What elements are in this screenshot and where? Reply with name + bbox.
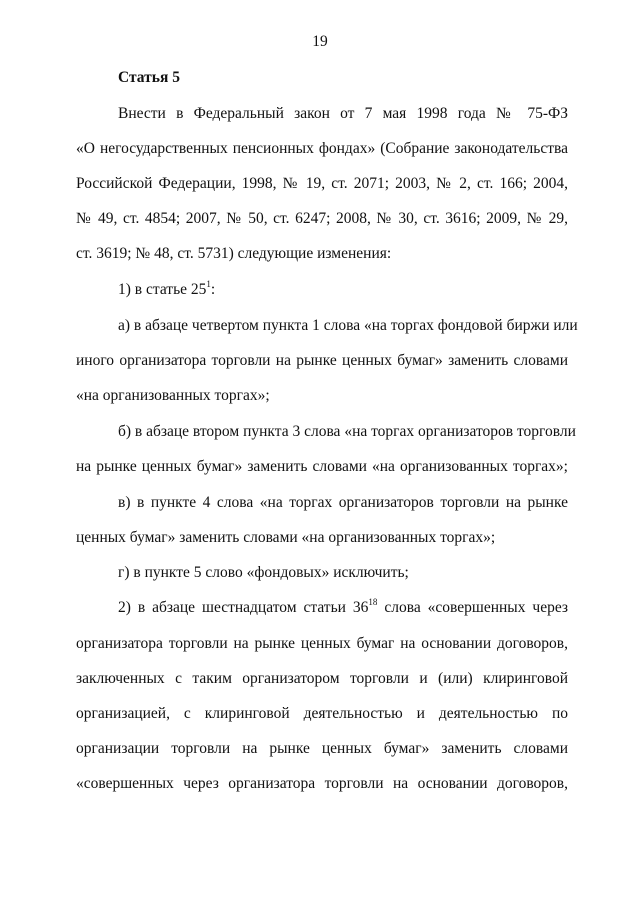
text-line: б) в абзаце втором пункта 3 слова «на торгах организаторов торговли — [118, 423, 576, 440]
text-line: организации торговли на рынке ценных бумаг» заменить словами — [76, 740, 568, 757]
item-1-prefix: 1) в статье 25 — [118, 281, 207, 298]
list-item-2 — [118, 598, 568, 618]
page-number: 19 — [312, 33, 328, 50]
text-line: а) в абзаце четвертом пункта 1 слова «на торгах фондовой биржи или — [118, 317, 578, 334]
text-line: «совершенных через организатора торговли на основании договоров, — [76, 775, 568, 792]
text-line: Внести в Федеральный закон от 7 мая 1998 года № 75-ФЗ — [118, 105, 568, 122]
article-heading: Статья 5 — [118, 69, 180, 86]
text-line: на рынке ценных бумаг» заменить словами «на организованных торгах»; — [76, 458, 568, 475]
item-2-rest: слова «совершенных через — [384, 599, 569, 616]
text-line: организацией, с клиринговой деятельностью и деятельностью по — [76, 705, 568, 722]
item-2-prefix: 2) в абзаце шестнадцатом статьи 36 — [118, 599, 369, 616]
text-line: организатора торговли на рынке ценных бумаг на основании договоров, — [76, 635, 568, 652]
text-line: иного организатора торговли на рынке ценных бумаг» заменить словами — [76, 352, 568, 369]
text-line: ст. 3619; № 48, ст. 5731) следующие изменения: — [76, 245, 392, 262]
text-line: ценных бумаг» заменить словами «на организованных торгах»; — [76, 529, 496, 546]
item-1-superscript: 1 — [206, 279, 211, 289]
text-line: «на организованных торгах»; — [76, 387, 270, 404]
list-item-1 — [118, 280, 568, 300]
item-2-superscript: 18 — [368, 597, 378, 607]
text-line: в) в пункте 4 слова «на торгах организаторов торговли на рынке — [118, 494, 568, 511]
text-line: заключенных с таким организатором торговли и (или) клиринговой — [76, 670, 568, 687]
item-1-suffix: : — [210, 281, 216, 298]
text-line: № 49, ст. 4854; 2007, № 50, ст. 6247; 2008, № 30, ст. 3616; 2009, № 29, — [76, 210, 568, 227]
text-line: г) в пункте 5 слово «фондовых» исключить; — [118, 564, 409, 581]
text-line: Российской Федерации, 1998, № 19, ст. 2071; 2003, № 2, ст. 166; 2004, — [76, 175, 568, 192]
text-line: «О негосударственных пенсионных фондах» (Собрание законодательства — [76, 140, 568, 157]
